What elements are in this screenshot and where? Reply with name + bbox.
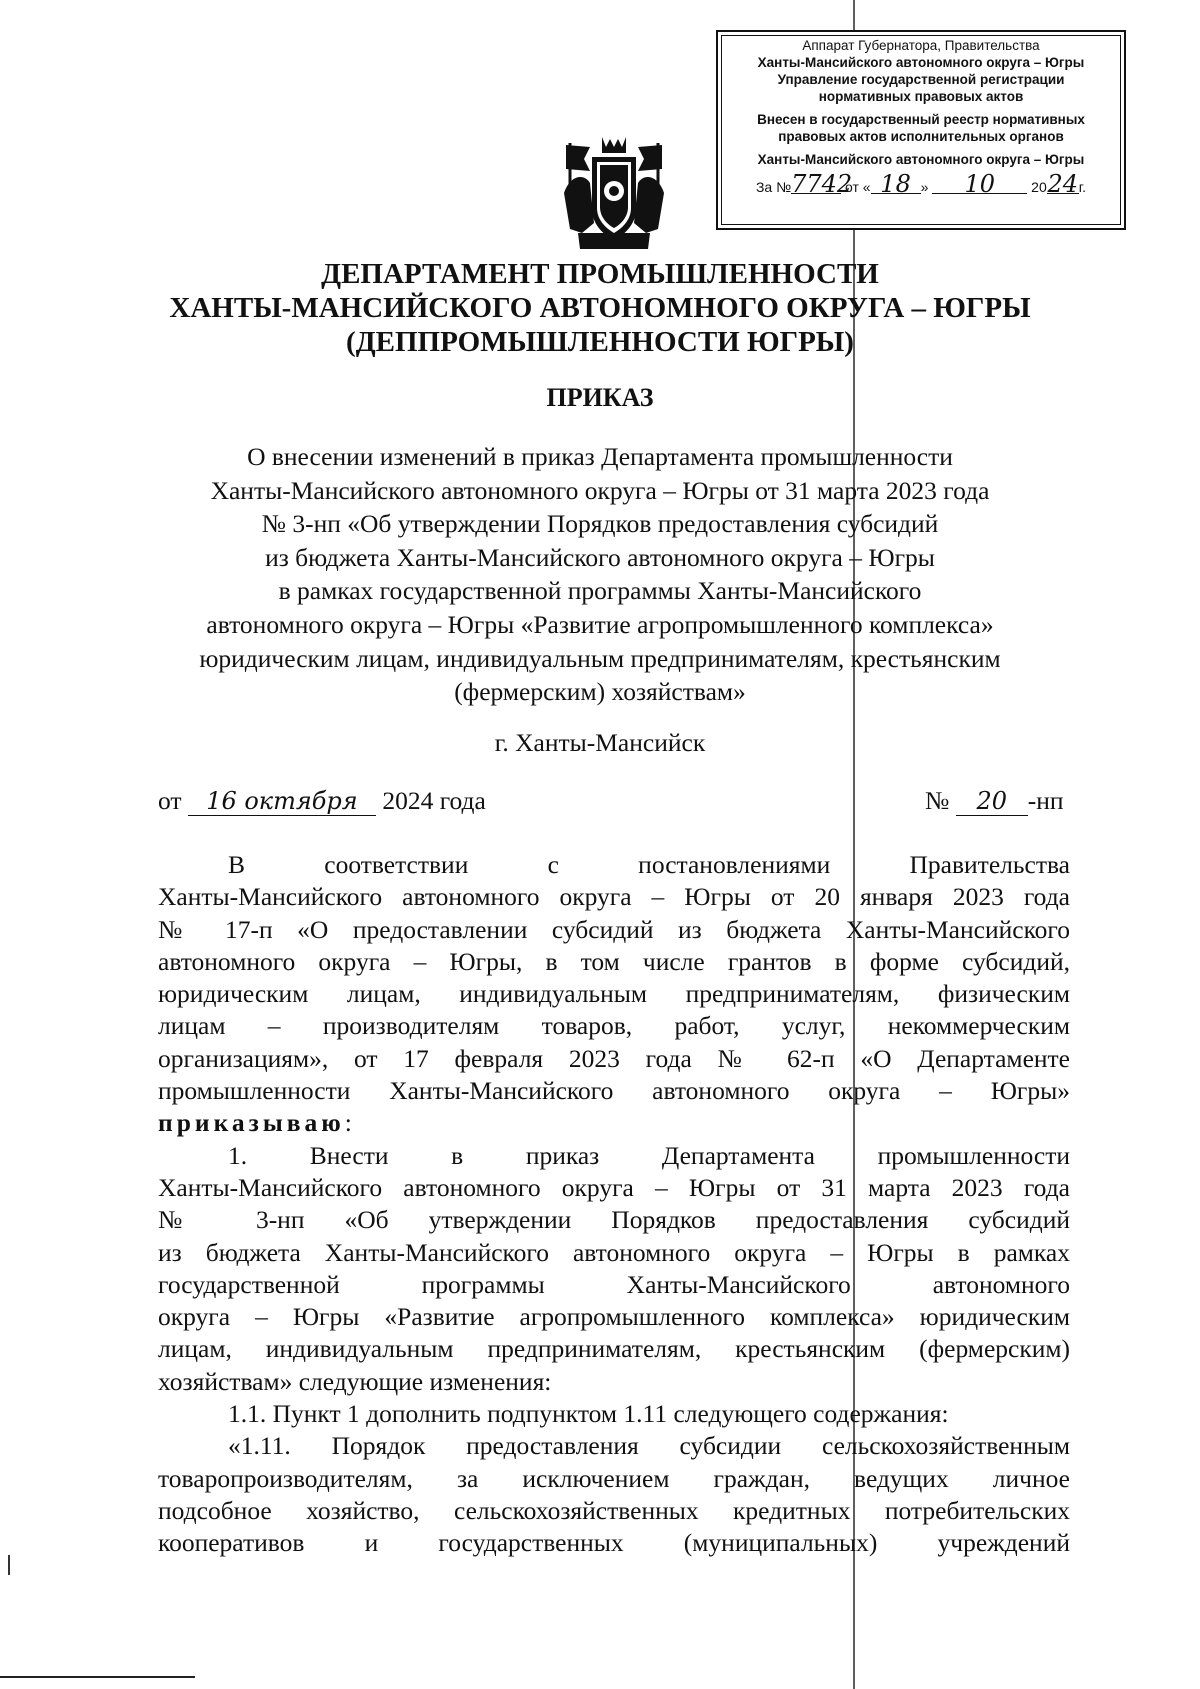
body-line: кооперативов и государственных (муниципальных) учреждений <box>158 1528 1070 1558</box>
document-subject <box>0 440 1200 709</box>
stamp-reg-prefix: За № <box>755 179 792 195</box>
stamp-line: Ханты-Мансийского автономного округа – Югры <box>757 152 1085 167</box>
body-line: из бюджета Ханты-Мансийского автономного округа – Югры в рамках <box>158 1237 1070 1267</box>
document-body <box>158 849 1070 1560</box>
order-directive <box>158 1107 1070 1139</box>
subject-line: в рамках государственной программы Ханты-Мансийского <box>278 576 922 606</box>
order-number <box>925 786 1064 816</box>
stamp-line: Внесен в государственный реестр нормативных <box>757 112 1085 127</box>
stamp-line: Ханты-Мансийского автономного округа – Югры <box>757 55 1085 70</box>
document-type-title: ПРИКАЗ <box>546 383 654 412</box>
body-line: Ханты-Мансийского автономного округа – Югры от 31 марта 2023 года <box>158 1172 1070 1202</box>
subject-line: из бюджета Ханты-Мансийского автономного округа – Югры <box>265 542 935 572</box>
city-name: г. Ханты-Мансийск <box>494 728 706 757</box>
body-line: № 3-нп «Об утверждении Порядков предоставления субсидий <box>158 1205 1070 1235</box>
number-prefix: № <box>925 786 950 815</box>
body-line: округа – Югры «Развитие агропромышленного комплекса» юридическим <box>158 1302 1070 1332</box>
order-colon: : <box>344 1108 352 1138</box>
subject-line: юридическим лицам, индивидуальным предпринимателям, крестьянским <box>199 643 1001 673</box>
number-handwritten: 20 <box>956 787 1028 816</box>
stamp-reg-from: от « <box>845 179 871 195</box>
body-line: лицам – производителям товаров, работ, услуг, некоммерческим <box>158 1011 1070 1041</box>
date-handwritten: 16 октября <box>188 787 376 816</box>
department-name-line-2: ХАНТЫ-МАНСИЙСКОГО АВТОНОМНОГО ОКРУГА – ЮГРЫ <box>169 292 1031 324</box>
coat-of-arms-emblem <box>560 133 668 253</box>
stamp-registration-line <box>718 170 1124 198</box>
body-line: организациям», от 17 февраля 2023 года № 62-п «О Департаменте <box>158 1043 1070 1073</box>
body-line: В соответствии с постановлениями Правительства <box>228 850 1070 879</box>
subject-line: автономного округа – Югры «Развитие агропромышленного комплекса» <box>206 609 994 639</box>
body-line: «1.11. Порядок предоставления субсидии сельскохозяйственным <box>228 1431 1070 1461</box>
body-line: автономного округа – Югры, в том числе грантов в форме субсидий, <box>158 946 1070 976</box>
scan-artifact-bottom-line <box>0 1676 195 1678</box>
body-line: 1.1. Пункт 1 дополнить подпунктом 1.11 следующего содержания: <box>228 1399 949 1429</box>
stamp-line: нормативных правовых актов <box>818 89 1024 104</box>
subject-line: Ханты-Мансийского автономного округа – Югры от 31 марта 2023 года <box>210 475 990 505</box>
date-suffix: 2024 года <box>382 786 486 815</box>
body-line: Ханты-Мансийского автономного округа – Югры от 20 января 2023 года <box>158 882 1070 912</box>
registration-stamp <box>716 30 1126 230</box>
subject-line: № 3-нп «Об утверждении Порядков предоставления субсидий <box>261 509 939 539</box>
stamp-reg-day: 18 <box>871 176 921 194</box>
department-name-line-3: (ДЕППРОМЫШЛЕННОСТИ ЮГРЫ) <box>346 326 854 358</box>
stamp-reg-g: г. <box>1078 179 1087 195</box>
stamp-line: Аппарат Губернатора, Правительства <box>802 38 1040 53</box>
number-suffix: -нп <box>1027 786 1064 815</box>
body-line: промышленности Ханты-Мансийского автономного округа – Югры» <box>158 1076 1070 1106</box>
stamp-line: правовых актов исполнительных органов <box>778 129 1064 144</box>
body-line: государственной программы Ханты-Мансийского автономного <box>158 1269 1070 1299</box>
body-line: 1. Внести в приказ Департамента промышленности <box>228 1140 1070 1170</box>
scan-artifact-mark <box>8 1555 10 1575</box>
order-word: приказываю <box>158 1108 345 1138</box>
body-line: товаропроизводителям, за исключением граждан, ведущих личное <box>158 1463 1070 1493</box>
body-line: подсобное хозяйство, сельскохозяйственных кредитных потребительских <box>158 1495 1070 1525</box>
stamp-reg-year-suffix: 24 <box>1047 170 1078 198</box>
stamp-reg-number: 7742 <box>791 170 853 198</box>
body-line: лицам, индивидуальным предпринимателям, крестьянским (фермерским) <box>158 1334 1070 1364</box>
stamp-line: Управление государственной регистрации <box>777 72 1065 87</box>
body-line: юридическим лицам, индивидуальным предпринимателям, физическим <box>158 979 1070 1009</box>
stamp-reg-year-prefix: 20 <box>1031 179 1047 195</box>
subject-line: (фермерским) хозяйствам» <box>454 677 746 707</box>
body-line: № 17-п «О предоставлении субсидий из бюджета Ханты-Мансийского <box>158 914 1070 944</box>
stamp-reg-month: 10 <box>932 176 1027 194</box>
subject-line: О внесении изменений в приказ Департамента промышленности <box>247 442 953 471</box>
body-line: хозяйствам» следующие изменения: <box>158 1366 552 1396</box>
stamp-reg-quote: » <box>920 179 929 195</box>
department-name-line-1: ДЕПАРТАМЕНТ ПРОМЫШЛЕННОСТИ <box>321 258 879 290</box>
order-date <box>158 786 486 816</box>
date-prefix: от <box>158 786 182 815</box>
